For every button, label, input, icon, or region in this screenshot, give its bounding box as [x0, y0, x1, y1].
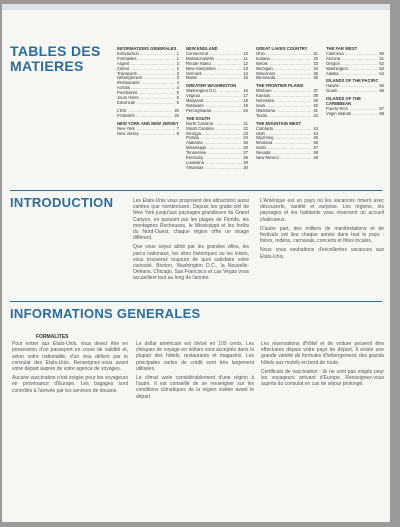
- toc-group: [326, 97, 384, 117]
- paragraph: D'autre part, des milliers de manifestations et de festivals ont lieu chaque année dans tout le pays : foires, rodéos, carnavals, concerts et fêtes locales.: [260, 225, 384, 245]
- toc-group: [186, 117, 248, 171]
- toc-entry-label: Iowa .....: [256, 104, 311, 109]
- toc-entry: [186, 109, 248, 114]
- toc-entry-page: 51: [379, 55, 384, 61]
- document-page: [2, 4, 390, 522]
- toc-entry-label: Virgin Islands .....: [326, 112, 377, 117]
- toc-entry-page: 53: [379, 65, 384, 71]
- toc-group-title: NEW YORK AND NEW JERSEY: [117, 120, 179, 126]
- toc-entry-page: 56: [379, 88, 384, 94]
- toc-group-title: NEW ENGLAND: [186, 46, 218, 51]
- toc-entry-label: Maine .....: [186, 76, 241, 81]
- toc-group-title: THE FRONTIER PLAINS: [256, 83, 304, 89]
- toc-entry-label: Nevada .....: [256, 151, 311, 156]
- toc-entry-label: Maryland .....: [186, 99, 241, 104]
- toc-entry: [186, 76, 248, 81]
- toc-entry-label: Formalités .....: [117, 57, 175, 62]
- toc-entry-label: Achats .....: [117, 86, 175, 91]
- toc-group-title: THE FAR WEST: [326, 46, 358, 51]
- toc-entry-page: 5: [176, 90, 179, 96]
- toc-group-title: GREATER WASHINGTON: [186, 83, 237, 89]
- toc-entry-page: 43: [313, 125, 318, 131]
- paragraph: L'Amérique est un pays où les vacances riment avec découverte, variété et surprise. Les régions, les paysages et les habitants vous réservent un accueil chaleureux.: [260, 198, 384, 223]
- toc-entry-label: Illinois .....: [256, 62, 311, 67]
- toc-entry-page: 3: [176, 75, 179, 81]
- toc-entry-label: Restaurants .....: [117, 81, 175, 86]
- toc-column-4: [326, 47, 384, 120]
- toc-entry-label: Georgia .....: [186, 132, 241, 137]
- toc-entry-label: Ohio .....: [256, 52, 311, 57]
- toc-entry-page: 58: [379, 110, 384, 116]
- toc-entry-page: 33: [313, 60, 318, 66]
- toc-entry-label: Wisconsin .....: [256, 72, 311, 77]
- toc-entry-label: Climat .....: [117, 67, 175, 72]
- toc-entry-page: 21: [243, 120, 248, 126]
- toc-entry-label: Oregon .....: [326, 62, 377, 67]
- toc-entry-page: 25: [243, 140, 248, 146]
- toc-entry: [117, 114, 179, 119]
- toc-entry-label: Transports .....: [117, 72, 175, 77]
- toc-entry-label: North Carolina .....: [186, 122, 241, 127]
- toc-entry-page: 36: [313, 75, 318, 81]
- heading-informations-generales: INFORMATIONS GENERALES: [10, 306, 201, 321]
- toc-entry-page: 27: [243, 150, 248, 156]
- paragraph: Le climat varie considérablement d'une région à l'autre. Il est conseillé de se renseigner sur les conditions climatiques de la région visitée avant le départ.: [136, 375, 254, 400]
- toc-entry: [256, 114, 318, 119]
- toc-entry-label: Hébergement .....: [117, 76, 175, 81]
- toc-entry: [326, 72, 384, 77]
- toc-entry-page: 12: [243, 60, 248, 66]
- paragraph: Les réservations d'hôtel et de voiture peuvent être effectuées depuis votre pays de départ. Il existe une grande variété de formules d'hébergement, des grands hôtels aux motels en bord de route.: [261, 341, 384, 366]
- toc-entry-page: 29: [243, 159, 248, 165]
- paragraph: Pour entrer aux Etats-Unis, vous devez être en possession d'un passeport en cours de validité et, selon votre nationalité, d'un visa délivré par le consulat des Etats-Unis. Renseignez-vous avant votre départ auprès de votre agence de voyages.: [12, 341, 128, 373]
- toc-entry-page: 30: [243, 164, 248, 170]
- toc-entry-label: Tennessee .....: [186, 151, 241, 156]
- toc-entry-label: California .....: [326, 52, 377, 57]
- toc-entry-label: New Mexico .....: [256, 156, 311, 161]
- info-text-col-2: [136, 341, 254, 403]
- toc-entry-label: Utah .....: [256, 132, 311, 137]
- toc-group: [326, 47, 384, 76]
- toc-entry-page: 23: [243, 130, 248, 136]
- toc-entry-label: Florida .....: [186, 136, 241, 141]
- toc-entry-label: Washington .....: [326, 67, 377, 72]
- toc-group: [117, 122, 179, 137]
- toc-entry-page: 2: [176, 65, 179, 71]
- formalites-subhead: FORMALITES: [36, 334, 69, 340]
- toc-column-3: [256, 47, 318, 164]
- toc-group: [256, 122, 318, 161]
- toc-entry-label: Pennsylvania .....: [186, 109, 241, 114]
- toc-entry-page: 57: [379, 105, 384, 111]
- toc-entry-page: 24: [243, 135, 248, 141]
- toc-entry-page: 14: [243, 70, 248, 76]
- toc-entry-page: 7: [176, 125, 179, 131]
- toc-entry-label: Nebraska .....: [256, 99, 311, 104]
- toc-entry-page: 4: [176, 80, 179, 86]
- toc-entry: [117, 132, 179, 137]
- toc-group-title: INFORMATIONS GENERALES: [117, 46, 177, 51]
- paragraph: Aucune vaccination n'est exigée pour les voyageurs en provenance d'Europe. Les bagages sont contrôlés à l'arrivée par les services de douane.: [12, 375, 128, 394]
- toc-entry-label: New Hampshire .....: [186, 67, 241, 72]
- toc-group: [256, 84, 318, 118]
- toc-entry-page: 3: [176, 70, 179, 76]
- toc-entry: [256, 76, 318, 81]
- toc-entry-label: Festivités .....: [117, 114, 172, 119]
- toc-group-title: THE MOUNTAIN WEST: [256, 120, 302, 126]
- toc-entry-page: 45: [313, 135, 318, 141]
- toc-entry-label: Mississippi .....: [186, 146, 241, 151]
- toc-entry-page: 48: [313, 150, 318, 156]
- toc-entry-label: Washington D.C. .....: [186, 89, 241, 94]
- paragraph: Certificats de vaccination : ils ne sont pas exigés pour les voyageurs arrivant d'Europe. Renseignez-vous auprès du consulat en cas de séjour prolongé.: [261, 368, 384, 388]
- paragraph: Les Etats-Unis vous proposent des attractions aussi variées que nombreuses. Depuis les gratte-ciel de New York jusqu'aux paysages grandioses du Grand Canyon, en passant par les plages de Floride, les montagnes Rocheuses, le Mississippi et les forêts du Nord-Ouest, chaque région offre un visage différent.: [133, 198, 249, 242]
- paragraph: Que vous soyez attiré par les grandes villes, les parcs nationaux, les sites historiques ou les loisirs, vous trouverez toujours de quoi satisfaire votre curiosité. Boston, Washington D.C., la Nouvelle-Orléans, Chicago, San Francisco et Las Vegas vous accueillent tout au long de l'année.: [133, 244, 249, 282]
- toc-entry-page: 15: [243, 75, 248, 81]
- toc-entry-label: New York .....: [117, 127, 175, 132]
- toc-entry-label: Electricité .....: [117, 101, 175, 106]
- toc-entry-label: Louisiana .....: [186, 161, 241, 166]
- toc-entry-page: 11: [243, 55, 248, 61]
- toc-entry-label: Kansas .....: [256, 94, 311, 99]
- toc-entry-label: Rhode Island .....: [186, 62, 241, 67]
- toc-entry-page: 8: [176, 130, 179, 136]
- page-top-band: [2, 4, 390, 10]
- toc-entry-page: 38: [313, 93, 318, 99]
- toc-group: [117, 47, 179, 106]
- intro-text-left: [133, 198, 249, 285]
- toc-entry-label: Kentucky .....: [186, 156, 241, 161]
- toc-entry-page: 19: [243, 102, 248, 108]
- toc-entry-page: 28: [243, 155, 248, 161]
- toc-entry-page: 25: [174, 107, 179, 113]
- paragraph: Le dollar américain est divisé en 100 cents. Les chèques de voyage en dollars sont acceptés dans la plupart des hôtels, restaurants et magasins. Les principales cartes de crédit sont très largement utilisées.: [136, 341, 254, 372]
- toc-entry-page: 47: [313, 145, 318, 151]
- toc-entry-page: 2: [176, 60, 179, 66]
- toc-entry-page: 5: [176, 95, 179, 101]
- toc-group: [326, 79, 384, 94]
- toc-entry-page: 31: [313, 50, 318, 56]
- toc-entry-page: 18: [243, 98, 248, 104]
- toc-entry-page: 17: [243, 93, 248, 99]
- toc-entry-label: Jours fériés .....: [117, 96, 175, 101]
- intro-text-right: [260, 198, 384, 263]
- toc-entry-label: Missouri .....: [256, 89, 311, 94]
- paragraph: Nous vous souhaitons d'excellentes vacances aux Etats-Unis.: [260, 247, 384, 260]
- toc-entry-page: 41: [313, 107, 318, 113]
- toc-group-title: THE SOUTH: [186, 115, 211, 121]
- toc-entry-page: 50: [379, 50, 384, 56]
- toc-entry-label: Idaho .....: [256, 146, 311, 151]
- toc-entry-label: Arkansas .....: [186, 166, 241, 171]
- info-rule: [10, 301, 382, 302]
- toc-entry-page: 13: [243, 65, 248, 71]
- toc-entry-page: 40: [313, 102, 318, 108]
- toc-entry-page: 55: [379, 83, 384, 89]
- toc-entry-label: Texas .....: [256, 114, 311, 119]
- toc-entry: [256, 156, 318, 161]
- toc-entry-label: Vermont .....: [186, 72, 241, 77]
- toc-entry-page: 22: [243, 125, 248, 131]
- toc-entry-label: Colorado .....: [256, 127, 311, 132]
- toc-entry: [326, 89, 384, 94]
- toc-entry-page: 4: [176, 85, 179, 91]
- toc-entry-label: Guam .....: [326, 89, 377, 94]
- toc-entry-page: 52: [379, 60, 384, 66]
- toc-entry-page: 26: [174, 112, 179, 118]
- toc-entry-label: Oklahoma .....: [256, 109, 311, 114]
- toc-entry-page: 20: [243, 107, 248, 113]
- toc-group-title: GREAT LAKES COUNTRY: [256, 46, 308, 51]
- toc-entry-label: Puerto Rico .....: [326, 107, 377, 112]
- toc-entry-label: L'Est .....: [117, 109, 172, 114]
- toc-entry: [326, 112, 384, 117]
- toc-entry-page: 37: [313, 88, 318, 94]
- toc-entry-page: 5: [176, 99, 179, 105]
- toc-group-title: ISLANDS OF THE CARIBBEAN: [326, 96, 361, 107]
- heading-tables: TABLES DES MATIERES: [10, 43, 101, 74]
- toc-entry-page: 32: [313, 55, 318, 61]
- toc-column-1: [117, 47, 179, 139]
- toc-group: [117, 109, 179, 119]
- toc-entry-page: 34: [313, 65, 318, 71]
- toc-entry-label: Delaware .....: [186, 104, 241, 109]
- toc-entry-label: Alabama .....: [186, 141, 241, 146]
- intro-rule: [10, 190, 382, 191]
- toc-entry-label: Virginia .....: [186, 94, 241, 99]
- toc-entry-label: Minnesota .....: [256, 76, 311, 81]
- toc-entry-page: 46: [313, 140, 318, 146]
- toc-entry-page: 16: [243, 88, 248, 94]
- toc-entry-label: Wyoming .....: [256, 136, 311, 141]
- toc-entry-page: 39: [313, 98, 318, 104]
- toc-entry-page: 42: [313, 112, 318, 118]
- toc-column-2: [186, 47, 248, 174]
- toc-group-title: ISLANDS OF THE PACIFIC: [326, 78, 379, 84]
- toc-group: [256, 47, 318, 81]
- toc-entry-page: 44: [313, 130, 318, 136]
- toc-entry-label: Introduction .....: [117, 52, 175, 57]
- toc-group: [186, 84, 248, 113]
- toc-entry-label: Arizona .....: [326, 57, 377, 62]
- toc-entry-label: Alaska .....: [326, 72, 377, 77]
- heading-introduction: INTRODUCTION: [10, 195, 114, 210]
- toc-entry-page: 1: [176, 50, 179, 56]
- toc-entry: [117, 101, 179, 106]
- toc-entry-label: Massachusetts .....: [186, 57, 242, 62]
- toc-entry-page: 10: [243, 50, 248, 56]
- info-text-col-1: [12, 334, 128, 397]
- toc-group: [186, 47, 248, 81]
- toc-entry-label: Indiana .....: [256, 57, 311, 62]
- toc-entry-label: New Jersey .....: [117, 132, 175, 137]
- toc-entry-label: Hawaii .....: [326, 84, 377, 89]
- info-text-col-3: [261, 341, 384, 390]
- toc-entry-label: Michigan .....: [256, 67, 311, 72]
- toc-entry-label: South Carolina .....: [186, 127, 241, 132]
- toc-entry-page: 1: [176, 55, 179, 61]
- toc-entry-label: Argent .....: [117, 62, 175, 67]
- toc-entry-label: Pourboires .....: [117, 91, 175, 96]
- toc-entry-label: Montana .....: [256, 141, 311, 146]
- toc-entry-label: Connecticut .....: [186, 52, 241, 57]
- toc-entry-page: 35: [313, 70, 318, 76]
- toc-entry-page: 26: [243, 145, 248, 151]
- toc-entry-page: 54: [379, 70, 384, 76]
- toc-entry-page: 49: [313, 155, 318, 161]
- toc-entry: [186, 166, 248, 171]
